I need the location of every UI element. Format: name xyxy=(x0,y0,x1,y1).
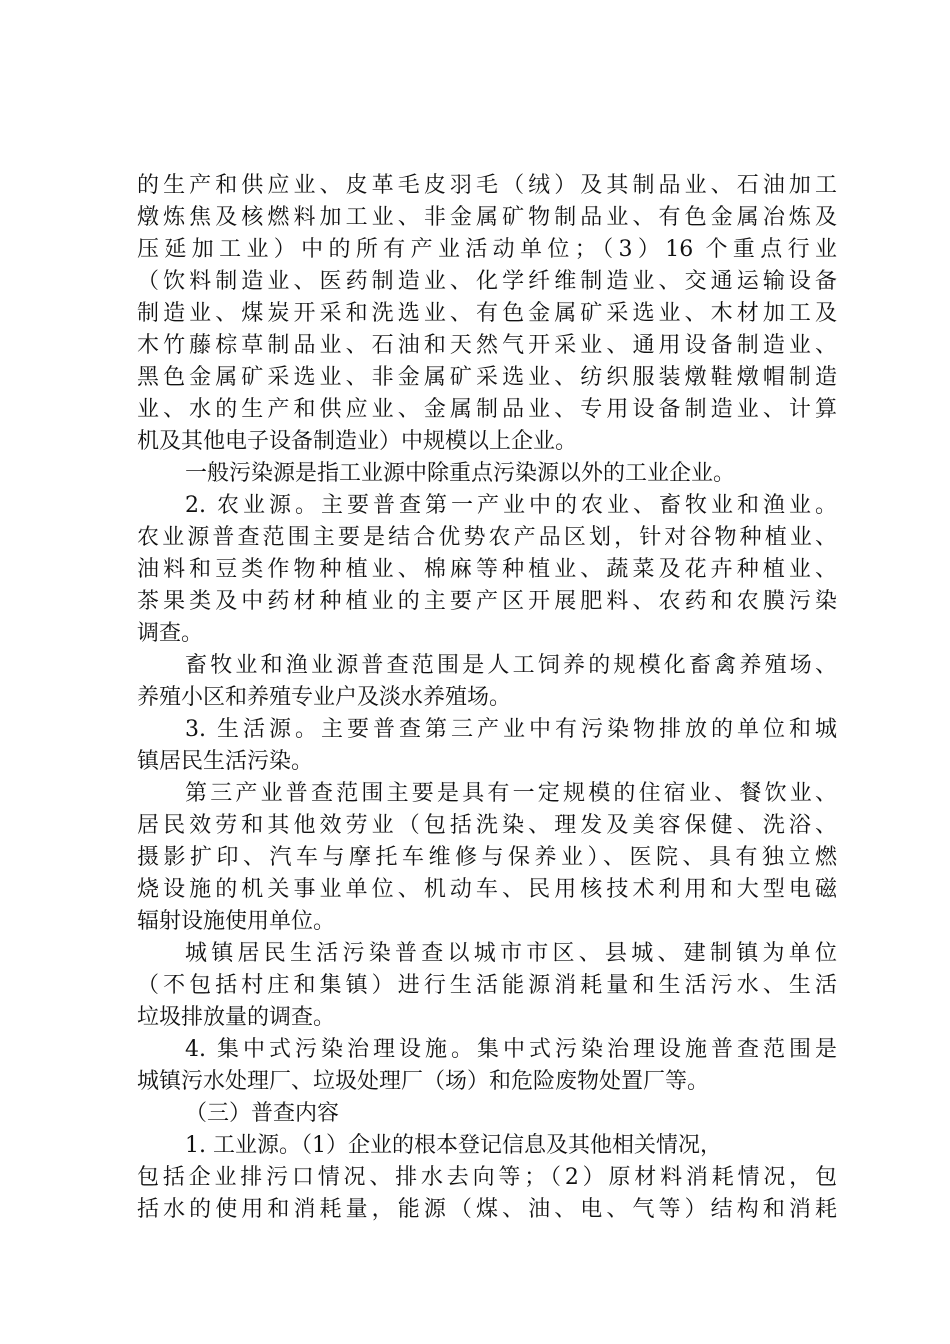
text-line: 压延加工业）中的所有产业活动单位；（3）16 个重点行业 xyxy=(137,237,837,262)
text-line: 畜牧业和渔业源普查范围是人工饲养的规模化畜禽养殖场、 xyxy=(185,653,837,678)
text-line: 4. 集中式污染治理设施。集中式污染治理设施普查范围是 xyxy=(185,1037,837,1062)
text-line: 镇居民生活污染。 xyxy=(137,749,314,774)
text-line: 油料和豆类作物种植业、棉麻等种植业、蔬菜及花卉种植业、 xyxy=(137,557,837,582)
text-line: 2. 农业源。主要普查第一产业中的农业、畜牧业和渔业。 xyxy=(185,493,837,518)
text-line: 居民效劳和其他效劳业（包括洗染、理发及美容保健、洗浴、 xyxy=(137,813,837,838)
text-line: 1. 工业源。（1）企业的根本登记信息及其他相关情况， xyxy=(185,1133,722,1158)
text-line: 燉炼焦及核燃料加工业、非金属矿物制品业、有色金属冶炼及 xyxy=(137,205,837,230)
text-line: 调查。 xyxy=(137,621,204,646)
text-line: 木竹藤棕草制品业、石油和天然气开采业、通用设备制造业、 xyxy=(137,333,837,358)
text-line: （三）普查内容 xyxy=(185,1101,340,1126)
text-line: 城镇居民生活污染普查以城市市区、县城、建制镇为单位 xyxy=(185,941,837,966)
text-line: 黑色金属矿采选业、非金属矿采选业、纺织服装燉鞋燉帽制造 xyxy=(137,365,837,390)
text-line: 一般污染源是指工业源中除重点污染源以外的工业企业。 xyxy=(185,461,736,486)
text-line: 包括企业排污口情况、排水去向等；（2）原材料消耗情况，包 xyxy=(137,1165,837,1190)
text-line: 机及其他电子设备制造业）中规模以上企业。 xyxy=(137,429,578,454)
text-line: （饮料制造业、医药制造业、化学纤维制造业、交通运输设备 xyxy=(137,269,837,294)
text-line: 城镇污水处理厂、垃圾处理厂（场）和危险废物处置厂等。 xyxy=(137,1069,710,1094)
text-line: 垃圾排放量的调查。 xyxy=(137,1005,336,1030)
text-line: 烧设施的机关事业单位、机动车、民用核技术利用和大型电磁 xyxy=(137,877,837,902)
text-line: 3. 生活源。主要普查第三产业中有污染物排放的单位和城 xyxy=(185,717,837,742)
text-line: 辐射设施使用单位。 xyxy=(137,909,336,934)
text-line: 括水的使用和消耗量，能源（煤、油、电、气等）结构和消耗 xyxy=(137,1197,837,1222)
text-line: 养殖小区和养殖专业户及淡水养殖场。 xyxy=(137,685,512,710)
text-line: 第三产业普查范围主要是具有一定规模的住宿业、餐饮业、 xyxy=(185,781,837,806)
text-line: 农业源普查范围主要是结合优势农产品区划，针对谷物种植业、 xyxy=(137,525,837,550)
text-line: 摄影扩印、汽车与摩托车维修与保养业）、医院、具有独立燃 xyxy=(137,845,837,870)
document-body xyxy=(137,170,837,1226)
text-line: 茶果类及中药材种植业的主要产区开展肥料、农药和农膜污染 xyxy=(137,589,837,614)
text-line: 业、水的生产和供应业、金属制品业、专用设备制造业、计算 xyxy=(137,397,837,422)
text-line: 制造业、煤炭开采和洗选业、有色金属矿采选业、木材加工及 xyxy=(137,301,837,326)
text-line: 的生产和供应业、皮革毛皮羽毛（绒）及其制品业、石油加工 xyxy=(137,173,837,198)
text-line: （不包括村庄和集镇）进行生活能源消耗量和生活污水、生活 xyxy=(137,973,837,998)
